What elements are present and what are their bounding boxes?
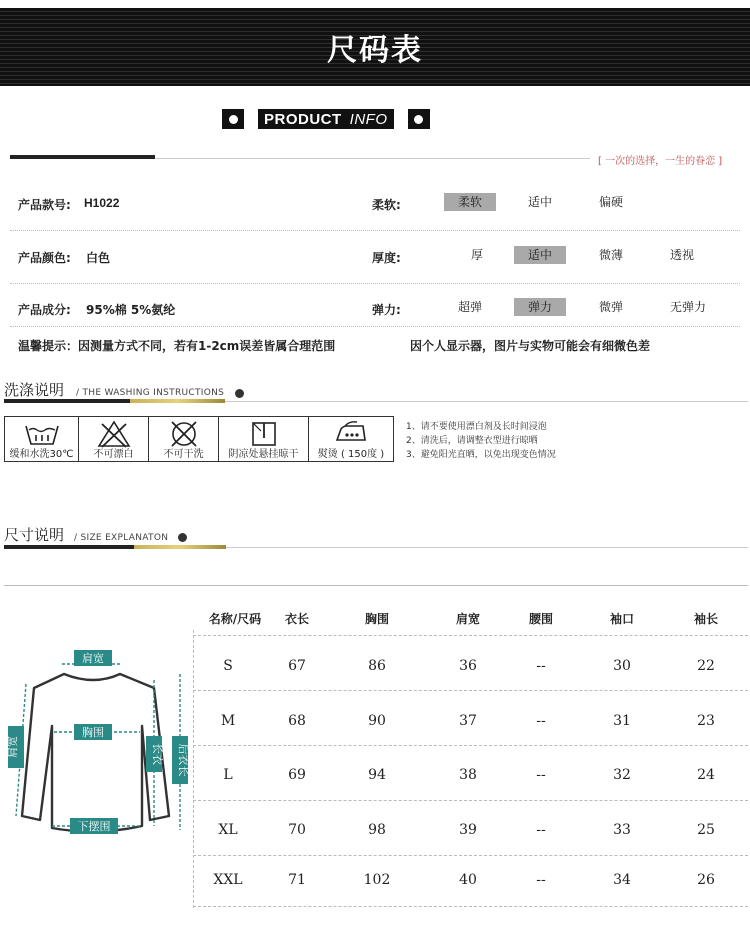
size-cell: XL [218,822,238,838]
shade-hang-dry-icon [249,420,279,448]
table-header: 名称/尺码 [208,612,262,626]
table-cell: 86 [368,658,386,674]
table-divider [193,690,748,691]
softness-label: 柔软: [372,198,401,212]
thickness-option: 微薄 [598,248,623,262]
size-title: 尺寸说明 [4,526,65,544]
table-divider [193,745,748,746]
washing-icons [4,416,394,462]
no-dry-clean-icon [169,420,199,448]
section-bar [4,399,130,403]
size-subtitle: / SIZE EXPLANATON [74,533,169,543]
wash-icon-cell: 不可漂白 [79,417,149,461]
garment-label: 肩宽 [82,652,104,665]
washing-note: 1、请不要使用漂白剂及长时间浸泡 [406,422,547,432]
table-divider [193,635,748,636]
bullet-icon [408,109,430,129]
thickness-option: 透视 [669,248,694,262]
table-cell: 31 [613,713,631,729]
wash-icon-cell: 缓和水洗30℃ [5,417,79,461]
section-bar [134,545,226,549]
divider [10,155,155,159]
table-cell: 30 [613,658,631,674]
size-cell: M [220,713,236,729]
garment-label: 后衣长 [177,743,190,777]
thickness-option-selected: 适中 [514,246,566,264]
table-cell: -- [536,872,546,888]
table-cell: 34 [613,872,631,888]
thickness-option: 厚 [470,248,483,262]
table-cell: 69 [288,767,306,783]
bullet-icon [222,109,244,129]
table-header: 肩宽 [455,612,480,626]
garment-label: 长衣 [151,743,164,765]
table-cell: 39 [459,822,477,838]
table-cell: -- [536,658,546,674]
table-cell: 32 [613,767,631,783]
softness-option: 偏硬 [598,195,623,209]
size-cell: S [223,658,233,674]
table-cell: 38 [459,767,477,783]
table-header: 胸围 [364,612,389,626]
table-divider [193,800,748,801]
table-divider [193,630,194,908]
elasticity-option: 超弹 [457,300,482,314]
table-header: 衣长 [284,612,309,626]
bullet-icon [235,389,244,398]
garment-label: 下摆围 [77,820,111,833]
divider [10,326,740,327]
table-cell: 68 [288,713,306,729]
section-bar [226,547,748,548]
section-bar [130,399,225,403]
table-cell: 71 [288,872,306,888]
divider [155,158,590,159]
no-bleach-icon [97,420,131,448]
thickness-label: 厚度: [372,251,401,265]
washing-notes [406,420,556,462]
table-cell: 70 [288,822,306,838]
table-cell: 36 [459,658,477,674]
table-cell: 24 [697,767,715,783]
elasticity-option: 微弹 [598,300,623,314]
washing-note: 3、避免阳光直晒，以免出现变色情况 [406,450,556,460]
table-cell: 25 [697,822,715,838]
table-cell: 22 [697,658,715,674]
notice-text: 温馨提示：因测量方式不同，若有1-2cm误差皆属合理范围 [18,339,336,353]
color-label: 产品颜色: [18,251,71,265]
wash-icon-cell: 不可干洗 [149,417,219,461]
divider [10,230,740,231]
wash-icon-cell: 阴凉处悬挂晾干 [219,417,309,461]
table-header: 腰围 [528,612,553,626]
iron-icon [331,420,371,446]
size-cell: L [223,767,233,783]
code-value: H1022 [84,196,120,210]
code-label: 产品款号: [18,198,71,212]
section-bar [4,545,134,549]
color-value: 白色 [86,251,111,265]
material-value: 95%棉 5%氨纶 [86,303,176,317]
garment-label: 肩宽 [6,736,19,758]
table-cell: 26 [697,872,715,888]
table-cell: 94 [368,767,386,783]
washing-title: 洗涤说明 [4,381,65,399]
table-header: 袖口 [609,612,634,626]
table-cell: 33 [613,822,631,838]
page-title: 尺码表 [327,33,423,68]
table-divider [193,906,748,907]
table-header: 袖长 [693,612,718,626]
wash-icon-cell: 熨烫 ( 150度 ) [309,417,393,461]
garment-diagram [4,640,190,840]
notice-text: 因个人显示器，图片与实物可能会有细微色差 [410,339,651,353]
hand-wash-icon [22,420,62,446]
material-label: 产品成分: [18,303,71,317]
table-cell: 98 [368,822,386,838]
elasticity-label: 弹力: [372,303,401,317]
elasticity-option-selected: 弹力 [514,298,566,316]
table-cell: -- [536,713,546,729]
table-cell: -- [536,822,546,838]
softness-option-selected: 柔软 [444,193,496,211]
table-cell: 90 [368,713,386,729]
table-cell: 40 [459,872,477,888]
bullet-icon [178,533,187,542]
washing-subtitle: / THE WASHING INSTRUCTIONS [76,388,225,398]
section-bar [225,401,748,402]
washing-note: 2、清洗后，请调整衣型进行晾晒 [406,436,538,446]
table-cell: 102 [363,872,391,888]
table-divider [193,855,748,856]
size-cell: XXL [213,872,243,888]
elasticity-option: 无弹力 [669,300,706,314]
table-cell: 37 [459,713,477,729]
divider [10,283,740,284]
table-cell: 23 [697,713,715,729]
motto-text: [ 一次的选择，一生的眷恋 ] [598,156,723,167]
product-info-heading [222,108,430,130]
product-info-label: PRODUCT INFO [258,109,394,129]
softness-option: 适中 [527,195,552,209]
garment-label: 胸围 [82,726,104,739]
table-cell: 67 [288,658,306,674]
table-cell: -- [536,767,546,783]
